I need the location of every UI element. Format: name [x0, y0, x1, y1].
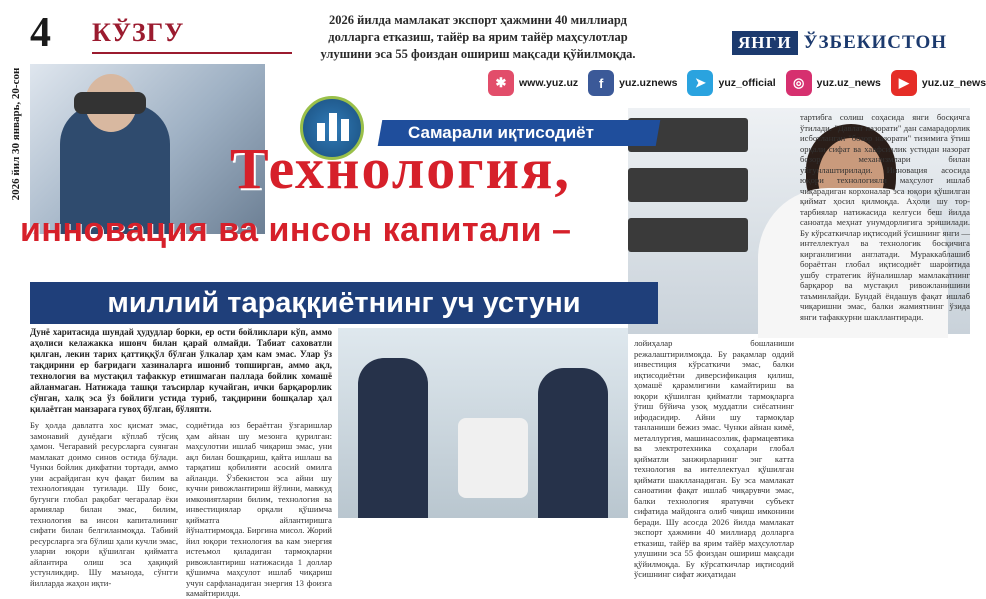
headline-line-2: инновация ва инсон капитали – [20, 211, 572, 249]
social-link-telegram[interactable] [687, 70, 775, 96]
photo-engineers [338, 328, 628, 518]
intro-paragraph: Дунё харитасида шундай ҳудудлар борки, ер ости бойликлари кўп, аммо аҳолиси келажакка ишонч билан қарай олмайди. Табиат саховатли қилган, лекин тарих қаттиққўл бўлган ўлкалар ҳам кам эмас. Улар ўз тақдирини ер бағридаги хазиналарга ишониб топширган, аммо ақл, технология ва мустақил тафаккур етишмаган паллада бойлик хомашё айланмаган. Натижада ташқи таъсирлар кучайган, ички барқарорлик сўнган, халқ эса ўз бойлиги устида туриб, тақдирини бошқалар ҳал қилаётган манзарага гувоҳ бўлган, бўляпти. [30, 327, 332, 414]
lab-machine [458, 418, 528, 498]
article-column-2: содиётида юз бераётган ўзгаришлар ҳам айнан шу мезонга қурилган: маҳсулотни ишлаб чиқариш эмас, уни ақл билан бошқариш, қайта ишлаш ва тарқатиш қобилияти асосий омилга айланди. Ўзбекистон эса айни шу кучни ривожлантириш йўлини, мавжуд имкониятларни билим, технология ва инвестициялар орқали қўшимча қийматга айлантиришга йўналтирмоқда. Биргина мисол. Жорий йил юқори технология ва кам энергия истеъмол қиладиган тармоқларни ривожлантириш натижасида 1 доллар қўшимча маҳсулот ишлаб чиқариш учун сарфланадиган энергия 13 фоизга камайтирилди. [186, 420, 332, 598]
masthead-name: ЎЗБЕКИСТОН [803, 32, 948, 53]
section-banner: Самарали иқтисодиёт [378, 120, 661, 146]
social-label: www.yuz.uz [519, 77, 579, 89]
social-label: yuz.uznews [619, 77, 678, 89]
engineer-left [358, 358, 428, 518]
page-number: 4 [30, 10, 51, 56]
social-label: yuz_official [718, 77, 776, 89]
social-link-facebook[interactable] [588, 70, 677, 96]
masthead[interactable] [732, 30, 947, 56]
social-link-instagram[interactable] [786, 70, 881, 96]
telegram-icon: ➤ [687, 70, 713, 96]
masthead-new: ЯНГИ [732, 31, 798, 55]
headline-line-3: миллий тараққиётнинг уч устуни [107, 286, 581, 319]
youtube-icon: ▶ [891, 70, 917, 96]
article-column-3: лойиҳалар бошланиши режалаштирилмоқда. Бу рақамлар оддий инвестиция кўрсаткичи эмас, балки иқтисодиётни диверсификация қилиш, ҳомашё қарамлигини камайтириш ва юқори қўшилган қийматли тармоқларга ўтиш бўйича узоқ муддатли сиёсатнинг ифодасидир. Айни шу тармоқлар танланиши бежиз эмас. Чунки айнан кимё, металлургия, машинасозлик, фармацевтика ва электротехника соҳалари глобал қийматли занжирларнинг энг катта технология ва интеллектуал қўшилган қиймати шаклланадиган. Бу эса мамлакат саноатини фақат ишлаб чиқарувчи эмас, балки технология яратувчи субъект сифатида майдонга олиб чиқиш имконини беради. Шу асосда 2026 йилда мамлакат экспорт ҳажмини 40 миллиард долларга етказиш, тайёр ва ярим тайёр маҳсулотлар улушини эса 55 фоиздан ошириш мақсади қўйилмоқда. Бу кўрсаткичлар иқтисодий ўсишнинг сифат жиҳатидан [634, 338, 794, 579]
article-column-4: тартибга солиш соҳасида янги босқичга ўтилади. "Давлат назорати" дан самарадорлик исботланган "бозор назорати" тизимига ўтиш орқали сифат ва хавфсизлик устидан назорат бозор механизмлари билан уйғунлаштирилади. Инновация асосида юқори технологияли маҳсулот ишлаб чиқарадиган корхоналар эса юқори қўшилган қиймат ҳосил қилмоқда. Аҳоли шу тор-тарбиялар натижасида келгуси беш йилда саноатда меҳнат унумдорлигига эришилади. Бу кўрсаткичлар иқтисодий ўсишнинг янги — интеллектуал ва технологик босқичига кирганлигини англатади. Мураккаблашиб бораётган глобал иқтисодиёт шароитида ушбу стратегик йўналишлар мамлакатнинг барқарор ва мустақил ривожланишини таъминлайди. Бундай ёндашув фақат ишлаб чиқаришни эмас, балки жамиятнинг ўзида янги тафаккурни шакллантиради. [800, 112, 970, 322]
social-bar [488, 70, 986, 96]
rubric-underline [92, 52, 292, 54]
rubric-title: КЎЗГУ [92, 18, 185, 47]
social-label: yuz.uz_news [816, 77, 881, 89]
engineer-right [538, 368, 608, 518]
side-date: 2026 йил 30 январь, 20-сон [10, 67, 22, 201]
instagram-icon: ◎ [786, 70, 812, 96]
facebook-icon: f [588, 70, 614, 96]
lead-text: 2026 йилда мамлакат экспорт ҳажмини 40 миллиард долларга етказиш, тайёр ва ярим тайёр маҳсулотлар улушини эса 55 фоиздан ошириш мақсади қўйилмоқда. [320, 13, 636, 61]
article-column-1: Бу ҳолда давлатга хос қисмат эмас, замонавий дунёдаги кўплаб тўсиқ ҳамон. Чегаравий ресурсларга суянган мамлакат доимо синов остида бўлади. Чунки бойлик дикфатни тортади, аммо уни асрайдиган куч фақат билим ва технологиядан туғилади. Шу боис, бугунги глобал рақобат чегаралар ёки армиялар билан эмас, билим, технология ва инсон капиталининг сифати билан белгиланмоқда. Табиий ресурсларга эга бўлиш ҳали кучли эмас, уларни юқори қўшилган қийматга айлантира олиш эса ҳақиқий устунликдир. Шу маънода, сўнгги йилларда жаҳон иқти- [30, 420, 178, 588]
social-link-web[interactable] [488, 70, 578, 96]
social-link-youtube[interactable] [891, 70, 986, 96]
globe-icon: ✱ [488, 70, 514, 96]
headline-line-1: Технология, [230, 136, 571, 201]
vr-headset [74, 92, 146, 114]
social-label: yuz.uz_news [921, 77, 986, 89]
